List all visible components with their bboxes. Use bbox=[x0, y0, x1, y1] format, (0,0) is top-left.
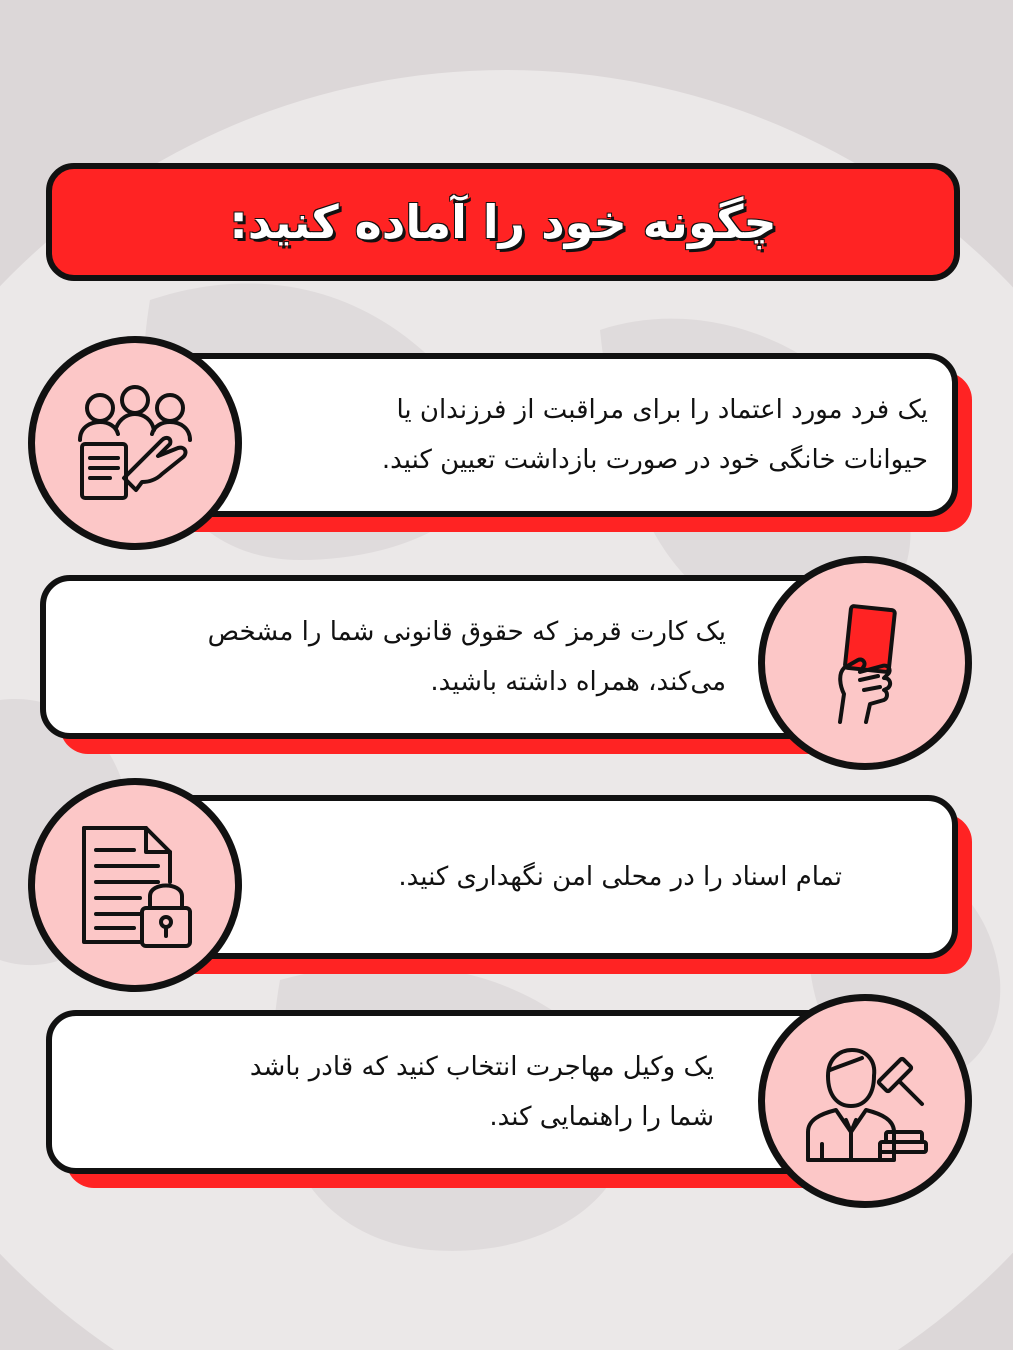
tip-text-line: یک وکیل مهاجرت انتخاب کنید که قادر باشد bbox=[249, 1052, 714, 1082]
tip-card-2 bbox=[40, 575, 880, 739]
tip-text bbox=[208, 607, 726, 707]
tip-text-line: حیوانات خانگی خود در صورت بازداشت تعیین کنید. bbox=[381, 445, 928, 475]
tip-text bbox=[250, 1042, 714, 1142]
tip-icon-circle bbox=[758, 556, 972, 770]
tip-card-4 bbox=[46, 1010, 880, 1174]
tip-text-line: می‌کند، همراه داشته باشید. bbox=[430, 667, 726, 697]
tip-text-line: شما را راهنمایی کند. bbox=[489, 1102, 714, 1132]
tip-text bbox=[398, 852, 842, 902]
document-lock-icon bbox=[70, 820, 200, 950]
tip-text-line: یک کارت قرمز که حقوق قانونی شما را مشخص bbox=[207, 617, 726, 647]
title-banner bbox=[46, 163, 960, 281]
tip-text-line: تمام اسناد را در محلی امن نگهداری کنید. bbox=[398, 862, 842, 892]
tip-text bbox=[382, 385, 928, 485]
lawyer-gavel-icon bbox=[800, 1036, 930, 1166]
group-pointing-document-icon bbox=[70, 378, 200, 508]
hand-holding-red-card-icon bbox=[800, 598, 930, 728]
page-title: چگونه خود را آماده کنید: bbox=[229, 195, 777, 249]
tip-icon-circle bbox=[28, 778, 242, 992]
tip-icon-circle bbox=[758, 994, 972, 1208]
tip-icon-circle bbox=[28, 336, 242, 550]
tip-text-line: یک فرد مورد اعتماد را برای مراقبت از فرزندان یا bbox=[396, 395, 928, 425]
